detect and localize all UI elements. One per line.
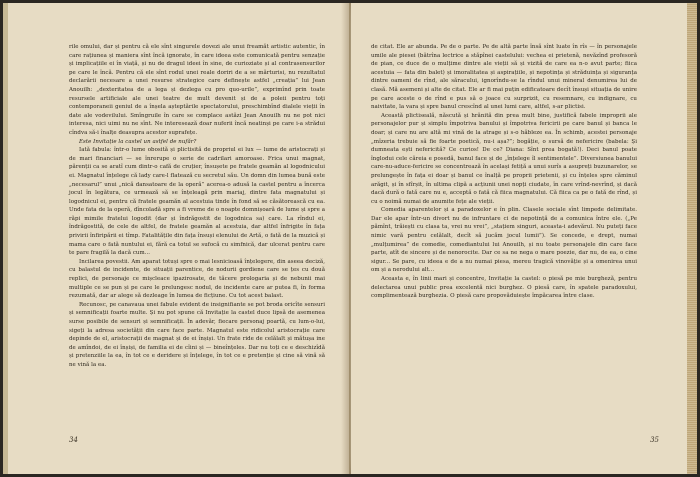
paragraph: Recunosc, pe canavaua unei fabule evident de insignifiante se pot broda oricîte sensuri și semnificații foarte multe. Și nu pot spune că Invitație la castel duce lipsă de asemenea surse posibile de sensuri și semnificații. În adevăr, fiecare personaj poartă, cu lum-o-lui, sigeți la adresa societății din care face parte. Magnatul este ridicolul aristocrație care depinde de el, aristocrații de magnat și de ei înșiși. Un frate ride de celălalt și mătușa ine de amîndoi, de ei înșiși, de familia ei de cîini și — bineînțeles. Dar nu toți ce e deschizîdă și pretenziile la ea, în tot ce e deridere și înțelege, în tot ce e pretenție și cine să vină să ne vină la ea. [69, 301, 325, 368]
right-page-number: 35 [650, 436, 659, 444]
left-page [3, 3, 350, 474]
paragraph: rile omului, dar și pentru că ele sînt singurele dovezi ale unui freamăt artistic autentic, în care rațiunea și maniera sînt încă ignorate, în care ideea este comunicată pentru senzație și implicațiile ei în viață, și nu de dragul ideei în sine, de curioziate și al contrasensurilor pe care le încă. Pentru că ele sînt rodul unei reale doriri de a se mărturisi, nu rezultatul declarării necesare a unei resurse strategice care definește astfel „creația” lui Jean Anouilh: „dexteritatea de a lega și dezlega cu pro quo-urile”, exprimînd prin toate resursele artificiale ale unei teatre de mult devenit și de a poleii pentru toți contemporaneii geniul de a înșela așteptările spectatorului, preschimbînd dialele vieții în date ale vodevilului. Smîngruile în care se complace astăzi Jean Anouilh nu ne pot nici interesa, nici uimi nu ne sînt. Ne interesează doar nuferii încă neatinși pe care i-a strădui cîndva să-i înalțe deasupra acestor suprafețe. [69, 44, 325, 136]
left-page-edge [3, 3, 8, 474]
paragraph: Această plictiseală, născută și hrănită din prea mult bine, justifică fabele improprii ale personajelor pur și simplu împotriva banului și împotriva fericirii pe care banul și banca le doar; și care nu are altă mi vină de la atrage și s-o hăbleze ea. În schimb, acestei personaje „mîzeria trebuie să fie foarte poetică, nu-i așa?”; bogăție, o sursă de nefericire (babela: Și dumneata ești nefericită? Ce curios! De ce? Diana: Sînt prea bogată!). Deci banul poate înglodui cele căreia e posedă, banul face și de „înțelege îl sentimentele”. Diversiunea banului care-nu-aduce-fericire se concentrează în același fetiță a unui surîs a asupreți buzunarelor, se prelungește în fața ei doar și banul ce înalță pe proprii prietenii, și cu înțeles spre căminul arăgit, și în sfîrșit, în ultima clipă a acțiunii unei nopți ciudate, în care vrînd-nevrînd, și dacă dacă dură o fată care nu e, acceptă o fată că fiica magnatului. Că fiica ca pe o fată de rînd, și cu o noimă numai de anumite fețe ale vieții. [371, 112, 637, 205]
paragraph: de citat. Ele ar abunda. Pe de o parte. Pe de altă parte însă sînt luate în rîs — în personajele umile ale piesei (bătrîna lectrice a stăpînei castelului: vechea ei prietenă, nevăzînd profesoră de pian, ce duce de o mulțime dintre ale vieții să și vizită de care ea n-o avut parte; fiica acestuia — fata din balet) și imoralitatea și aspirațiile, și nepotința și străduința și siguranța dintre oameni de rînd, ale săracului, ignorîndu-se la rîndul unui mineral denumirea lui de clasă. Mă asemeni și alte de citat. Ele ar fi mai puțin edificatoare decît însuși situația de unire pe care aceste o de rînd e pus să o joace cu surprizit, cu resemnare, cu indignare, cu naivitate, la vara și spre banul crescînd al unei lumi care, altfel, s-ar plictisi. [371, 44, 637, 111]
right-page-text [371, 43, 637, 301]
right-page [351, 3, 697, 474]
open-book [3, 3, 697, 474]
left-page-text [69, 43, 325, 370]
right-page-edge [687, 3, 697, 474]
paragraph: Aceasta e, în linii mari și concentre, Invitație la castel: o piesă pe mie burgheză, pentru delectarea unui public prea excelentă nici burghez. O piesă care, în spatele paradoxului, complimentează burghezia. O piesă care propovăduiește împăcarea între clase. [371, 276, 637, 300]
paragraph: Incilarea povestii. Am aparat totuși spre o mai lesnicioasă înțelegere, din aseea deciză, cu balastul de incidente, de situații parentice, de nodurii gordiene care se țes cu două replici, de personaje ce mișcleace ipazirosate, de tăcere prologaria și de nebunii mai multiple ce se pun și pe care le prelungesc nodul, de incidente care ar putea fi, în forma rezumată, dar ar alege să dezleage în lumea de ficțiune. Cu tot acest balast. [69, 258, 325, 300]
paragraph: Este Invitație la castel un astfel de nufăr? [79, 138, 197, 145]
paragraph: Comedia aparentelor și a paradoxelor e în plin. Clasele sociale sînt limpede delimitate. Dar ele apar într-un divort nu de infruntare ci de nepotință de a comunica între ele. („Pe pămînt, trăiești cu clasa ta, vrei nu vrei”, „stațiem singuri, aceasta-i adevărul. Nu puteți face nimic vară pentru celălalt, decît să jucăm jocul lumii”). Se concede, e drept, numai „mulțumirea” de comedie, comediantului lui Anouilh, și nu toate personajele din care face parte, atît de sincere și de nenorocite. Dar ce sa ne nega o mare poezie, dar nu, de ea, o cine sigur... Se pare, cu ideea e de a nu numai piesa, mereu tragică vinovăție și a omenirea unui om și a nerodului alt... [371, 207, 637, 274]
left-page-number: 34 [69, 436, 78, 444]
paragraph: Iată fabula: într-o lume obosită și plictisită de propriul ei lux — lume de aristocrați și de mari financiari — se înrerupe o serie de cadrilari amoroase. Frica unui magnat, părenții ca se aratî cum dintr-o cafă de cruțier, însușete pe fratele geamăn al logodnicului ei. Magnatul înțelege că lady care-l flatează cu secretul său. Un domn din lumea bună este „necesarul” unui „nică dansatoare de la operă” acerea-o adusă la castel pentru a încerca jocul în legătura, ce urmează să se înțeleagă prin mariaj, dintre fata magnatului și logodnicul ei, pentru că fratele geamăn al acestuia tinde în fond să se căsătorească cu ea. Unde fata de la operă, dîncoladă spre a fi vreme de o noapte domnișoară de lume și spre a răpi mimile fratelui logodit (dar și îndrăgostit de logodnica sa) care. La rîndul ei, îndrăgostită, de cele de altfel, de fratele geamăn al acestuia, dar altfel înfrigite în fața privirii înfiripării ei tîmp. Fatalitățile din fața însuși elenului de Artă, o fată de la muzică și mama care o fată nuntului ei, fără ca totul se sufocă cu simfnică, dar ulcerat pentru care te pare fragilă la dacă cum... [69, 147, 325, 257]
